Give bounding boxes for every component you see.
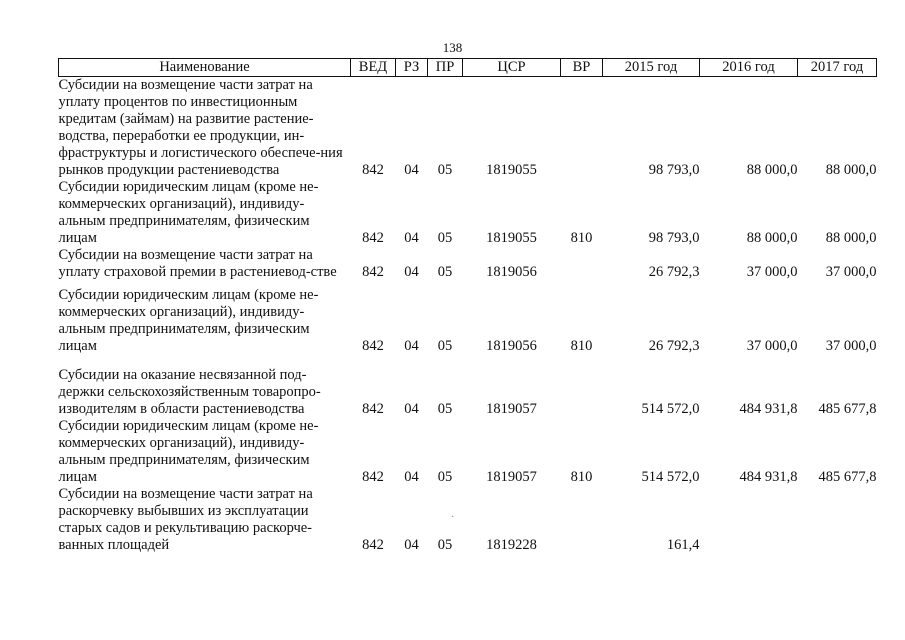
row-vr [561,247,603,281]
header-csr: ЦСР [463,59,561,77]
row-amount-2017 [798,486,877,554]
header-2015: 2015 год [603,59,700,77]
row-csr: 1819056 [486,264,537,280]
row-rz: 04 [404,338,419,354]
table-row [59,355,877,418]
row-name: Субсидии юридическим лицам (кроме не-коммерческих организаций), индивиду-альным предпринимателям, физическим лицам [58,287,319,354]
row-name: Субсидии на возмещение части затрат на раскорчевку выбывших из эксплуатации старых садов и рекультивацию раскорче-ванных площадей [58,486,313,553]
row-csr: 1819055 [486,162,537,178]
row-amount-2015: 26 792,3 [648,338,700,354]
table-row [59,247,877,281]
row-amount-2016: 88 000,0 [746,230,798,246]
table-header-row [59,59,877,77]
page-number: 138 [442,40,463,55]
row-pr: 05 [437,537,453,553]
table-row [59,418,877,486]
row-amount-2017: 37 000,0 [825,264,877,280]
row-amount-2017: 485 677,8 [818,469,877,485]
header-name: Наименование [59,59,351,77]
row-name: Субсидии юридическим лицам (кроме не-коммерческих организаций), индивиду-альным предпринимателям, физическим лицам [58,179,319,246]
row-amount-2016: 37 000,0 [746,338,798,354]
row-amount-2015: 26 792,3 [648,264,700,280]
row-amount-2016: 37 000,0 [746,264,798,280]
row-amount-2015: 98 793,0 [648,230,700,246]
row-ved: 842 [362,469,384,485]
row-pr: 05 [437,401,453,417]
row-ved: 842 [362,264,384,280]
row-name: Субсидии юридическим лицам (кроме не-коммерческих организаций), индивиду-альным предпринимателям, физическим лицам [58,418,319,485]
table-row [59,77,877,180]
row-vr: 810 [570,338,593,354]
row-csr: 1819055 [486,230,537,246]
row-vr: 810 [570,230,593,246]
row-amount-2015: 514 572,0 [641,469,700,485]
table-row [59,486,877,554]
header-2017: 2017 год [798,59,877,77]
row-pr: 05 [437,338,453,354]
row-ved: 842 [362,401,384,417]
row-rz: 04 [404,264,419,280]
row-amount-2017: 88 000,0 [825,162,877,178]
row-vr [561,355,603,418]
row-vr: 810 [570,469,593,485]
row-amount-2016: 88 000,0 [746,162,798,178]
row-rz: 04 [404,162,419,178]
header-vr: ВР [561,59,603,77]
row-rz: 04 [404,401,419,417]
row-ved: 842 [362,162,384,178]
row-rz: 04 [404,230,419,246]
row-amount-2017: 88 000,0 [825,230,877,246]
row-ved: 842 [362,230,384,246]
row-name: Субсидии на возмещение части затрат на уплату страховой премии в растениевод-стве [58,247,337,280]
header-ved: ВЕД [351,59,396,77]
row-vr [561,486,603,554]
header-pr: ПР [428,59,463,77]
table-row [59,281,877,355]
row-rz: 04 [404,469,419,485]
row-pr: 05 [437,264,453,280]
scan-speck: · [451,512,455,523]
row-pr: 05 [437,230,453,246]
row-name: Субсидии на оказание несвязанной под-держки сельскохозяйственным товаропро-изводителям в области растениеводства [58,367,321,417]
row-amount-2017: 485 677,8 [818,401,877,417]
row-amount-2016 [700,486,798,554]
budget-table [58,58,877,554]
row-vr [561,77,603,180]
header-2016: 2016 год [700,59,798,77]
row-pr: 05 [437,469,453,485]
row-csr: 1819056 [486,338,537,354]
row-csr: 1819228 [486,537,537,553]
row-csr: 1819057 [486,401,537,417]
row-csr: 1819057 [486,469,537,485]
header-rz: РЗ [396,59,428,77]
row-amount-2015: 161,4 [666,537,700,553]
table-row [59,179,877,247]
row-amount-2017: 37 000,0 [825,338,877,354]
row-rz: 04 [404,537,419,553]
row-amount-2015: 98 793,0 [648,162,700,178]
row-ved: 842 [362,338,384,354]
row-amount-2016: 484 931,8 [739,401,798,417]
row-name: Субсидии на возмещение части затрат на уплату процентов по инвестиционным кредитам (займам) на развитие растение-водства, переработки ее продукции, ин-фраструктуры и логистического обеспече-ния рынков продукции растениеводства [58,77,343,178]
row-amount-2015: 514 572,0 [641,401,700,417]
row-ved: 842 [362,537,384,553]
row-amount-2016: 484 931,8 [739,469,798,485]
row-pr: 05 [437,162,453,178]
